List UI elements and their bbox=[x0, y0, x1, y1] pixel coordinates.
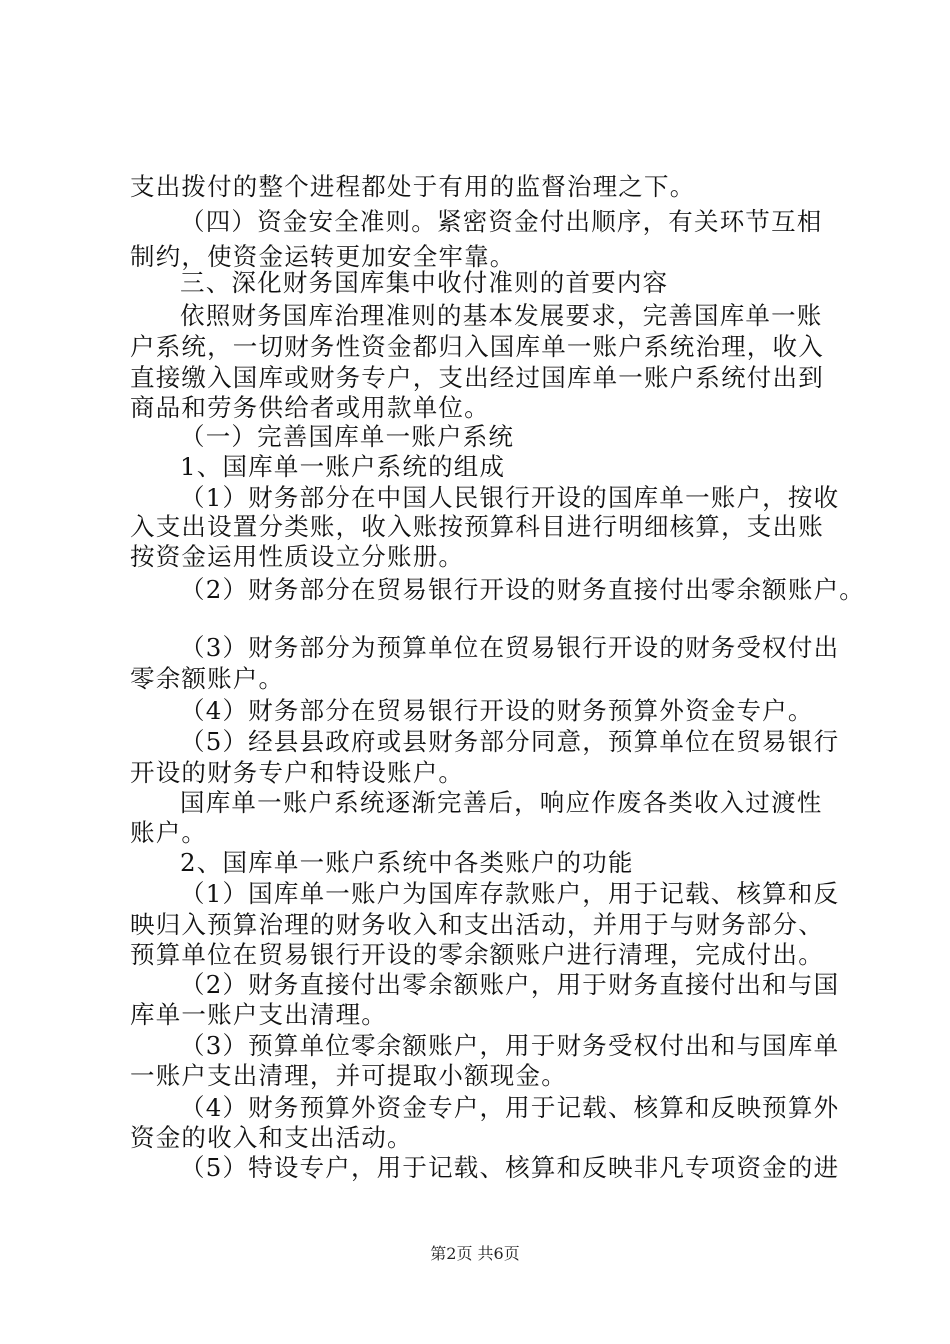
text-line: （1）国库单一账户为国库存款账户，用于记载、核算和反 bbox=[180, 879, 840, 908]
text-line: 入支出设置分类账，收入账按预算科目进行明细核算，支出账 bbox=[130, 512, 824, 541]
text-line: 依照财务国库治理准则的基本发展要求，完善国库单一账 bbox=[180, 301, 823, 330]
text-line: 户系统，一切财务性资金都归入国库单一账户系统治理，收入 bbox=[130, 332, 824, 361]
text-line: （2）财务直接付出零余额账户，用于财务直接付出和与国 bbox=[180, 970, 840, 999]
text-line: 预算单位在贸易银行开设的零余额账户进行清理，完成付出。 bbox=[130, 940, 824, 969]
page-footer bbox=[0, 1244, 950, 1264]
page-number-label: 第2页 共6页 bbox=[430, 1244, 520, 1263]
text-line: 制约，使资金运转更加安全牢靠。 bbox=[130, 242, 516, 271]
text-line: （3）财务部分为预算单位在贸易银行开设的财务受权付出 bbox=[180, 633, 840, 662]
text-line: 直接缴入国库或财务专户，支出经过国库单一账户系统付出到 bbox=[130, 363, 824, 392]
text-line: （1）财务部分在中国人民银行开设的国库单一账户，按收 bbox=[180, 483, 840, 512]
text-line: 按资金运用性质设立分账册。 bbox=[130, 542, 465, 571]
text-line: 账户。 bbox=[130, 818, 208, 847]
text-line: 开设的财务专户和特设账户。 bbox=[130, 758, 465, 787]
text-line: 资金的收入和支出活动。 bbox=[130, 1123, 413, 1152]
text-line: （2）财务部分在贸易银行开设的财务直接付出零余额账户。 bbox=[180, 575, 865, 604]
subsection-heading: （一）完善国库单一账户系统 bbox=[180, 422, 515, 451]
text-line: （3）预算单位零余额账户，用于财务受权付出和与国库单 bbox=[180, 1031, 840, 1060]
text-line: 商品和劳务供给者或用款单位。 bbox=[130, 393, 490, 422]
text-line: 映归入预算治理的财务收入和支出活动，并用于与财务部分、 bbox=[130, 910, 824, 939]
text-line: （5）经县县政府或县财务部分同意，预算单位在贸易银行 bbox=[180, 727, 840, 756]
section-heading: 三、深化财务国库集中收付准则的首要内容 bbox=[180, 268, 669, 297]
text-line: 库单一账户支出清理。 bbox=[130, 1000, 387, 1029]
text-line: 零余额账户。 bbox=[130, 664, 285, 693]
text-line: （四）资金安全准则。紧密资金付出顺序，有关环节互相 bbox=[180, 207, 823, 236]
text-line: （4）财务部分在贸易银行开设的财务预算外资金专户。 bbox=[180, 696, 814, 725]
subsection-heading: 1、国库单一账户系统的组成 bbox=[180, 452, 506, 481]
text-line: 国库单一账户系统逐渐完善后，响应作废各类收入过渡性 bbox=[180, 788, 823, 817]
subsection-heading: 2、国库单一账户系统中各类账户的功能 bbox=[180, 848, 634, 877]
text-line: （5）特设专户，用于记载、核算和反映非凡专项资金的进 bbox=[180, 1153, 840, 1182]
text-line: （4）财务预算外资金专户，用于记载、核算和反映预算外 bbox=[180, 1093, 840, 1122]
text-line: 支出拨付的整个进程都处于有用的监督治理之下。 bbox=[130, 172, 696, 201]
text-line: 一账户支出清理，并可提取小额现金。 bbox=[130, 1061, 567, 1090]
